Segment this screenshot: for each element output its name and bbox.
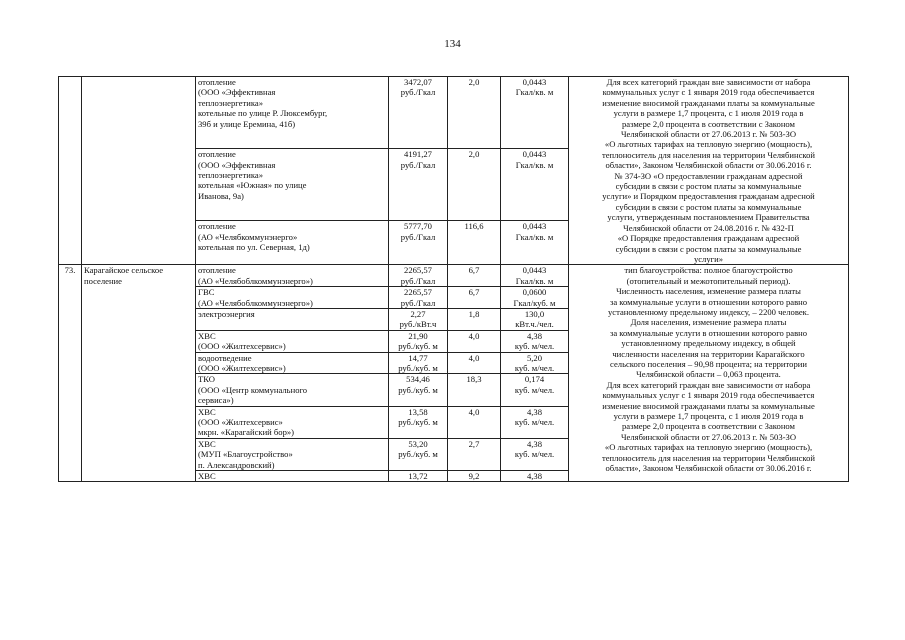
- price-cell-line: руб./Гкал: [400, 275, 436, 286]
- norm-cell-line: куб. м/чел.: [514, 384, 555, 395]
- service-cell-line: 39б и улице Еремина, 41б): [198, 118, 296, 129]
- norm-cell: [501, 149, 569, 221]
- price-cell: [389, 406, 448, 438]
- price-cell-line: 2,27: [410, 308, 426, 319]
- service-cell-line: сервиса»): [198, 395, 234, 406]
- note-line: «О Порядке предоставления гражданам адресной: [617, 233, 800, 244]
- note-line: услуги, утвержденным постановлением Правительства: [607, 212, 810, 223]
- note-line: теплоноситель для населения на территории Челябинской: [601, 452, 816, 463]
- note-line: размере 2,0 процента в соответствии с Законом: [621, 118, 796, 129]
- percent-cell: 2,0: [448, 149, 501, 221]
- service-cell: [196, 287, 389, 309]
- service-cell-line: ГВС: [198, 287, 215, 298]
- price-cell-line: руб./кВт.ч: [399, 319, 437, 330]
- service-cell: [196, 149, 389, 221]
- service-cell: [196, 406, 389, 438]
- settlement-cell: [82, 265, 196, 482]
- service-cell-line: (ООО «Эффективная: [198, 159, 276, 170]
- note-line: установленному предельному индексу, в общей: [621, 338, 796, 349]
- service-cell-line: (МУП «Благоустройство»: [198, 449, 293, 460]
- service-cell-line: ХВС: [198, 471, 216, 482]
- settlement-cell-line: поселение: [84, 275, 122, 286]
- norm-cell-line: Гкал/кв. м: [515, 275, 554, 286]
- service-cell-line: ХВС: [198, 406, 216, 417]
- service-cell-line: отопление: [198, 221, 236, 232]
- service-cell-line: отопление: [198, 77, 236, 87]
- settlement-cell: [82, 77, 196, 265]
- norm-cell: [501, 287, 569, 309]
- norm-cell-line: куб. м/чел.: [514, 362, 555, 373]
- row-number-cell: 73.: [59, 265, 82, 482]
- service-cell: [196, 352, 389, 374]
- norm-cell-line: 0,0443: [522, 265, 547, 276]
- price-cell-line: 2265,57: [404, 287, 432, 298]
- service-cell-line: котельная «Южная» по улице: [198, 180, 307, 191]
- price-cell: [389, 308, 448, 330]
- price-cell: [389, 287, 448, 309]
- service-cell-line: котельные по улице Р. Люксембург,: [198, 108, 328, 119]
- note-line: «О льготных тарифах на тепловую энергию (мощность),: [604, 139, 813, 150]
- percent-cell: 6,7: [448, 265, 501, 287]
- note-line: субсидии в связи с ростом платы за коммунальные: [615, 243, 802, 254]
- price-cell-line: 53,20: [408, 438, 428, 449]
- table-row: [59, 265, 849, 287]
- service-cell-line: отопление: [198, 265, 236, 276]
- price-cell-line: 13,58: [408, 406, 428, 417]
- price-cell: [389, 330, 448, 352]
- service-cell: [196, 374, 389, 406]
- norm-cell-line: Гкал/кв. м: [515, 87, 554, 98]
- note-line: Доля населения, изменение размера платы: [630, 317, 787, 328]
- price-cell-line: руб./Гкал: [400, 297, 436, 308]
- service-cell: [196, 330, 389, 352]
- note-line: услуги»: [693, 253, 724, 264]
- service-cell-line: ТКО: [198, 374, 215, 385]
- service-cell-line: ХВС: [198, 438, 216, 449]
- note-line: за коммунальные услуги в отношении которого равно: [609, 296, 808, 307]
- norm-cell: [501, 265, 569, 287]
- norm-cell-line: 0,0443: [522, 77, 547, 87]
- service-cell-line: (ООО «Жилтехсервис»): [198, 362, 286, 373]
- percent-cell: 4,0: [448, 330, 501, 352]
- service-cell: [196, 77, 389, 149]
- note-line: услуги в размере 1,7 процента, с 1 июля 2019 года в: [613, 411, 804, 421]
- norm-cell-line: 4,38: [526, 471, 543, 482]
- price-cell: [389, 149, 448, 221]
- service-cell-line: (ООО «Центр коммунального: [198, 384, 308, 395]
- norm-cell: [501, 77, 569, 149]
- service-cell-line: электроэнергия: [198, 308, 255, 319]
- price-cell: [389, 221, 448, 265]
- note-line: коммунальных услуг с 1 января 2019 года обеспечивается: [602, 87, 815, 98]
- price-cell-line: руб./Гкал: [400, 87, 436, 98]
- price-cell-line: руб./Гкал: [400, 159, 436, 170]
- service-cell-line: (ООО «Жилтехсервис»): [198, 341, 286, 352]
- norm-cell: [501, 221, 569, 265]
- price-cell-line: 3472,07: [404, 77, 432, 87]
- price-cell-line: 13,72: [408, 471, 428, 482]
- price-cell: [389, 352, 448, 374]
- note-line: Для всех категорий граждан вне зависимости от набора: [606, 379, 811, 390]
- norm-cell: [501, 374, 569, 406]
- norm-cell-line: Гкал/кв. м: [515, 159, 554, 170]
- norm-cell-line: 0,174: [524, 374, 545, 385]
- note-line: услуги» и Порядком предоставления гражданам адресной: [602, 191, 815, 202]
- note-line: субсидии в связи с ростом платы за коммунальные: [615, 201, 802, 212]
- price-cell-line: 5777,70: [404, 221, 432, 232]
- price-cell: [389, 265, 448, 287]
- price-cell: [389, 438, 448, 470]
- percent-cell: 1,8: [448, 308, 501, 330]
- percent-cell: 2,0: [448, 77, 501, 149]
- norm-cell: [501, 352, 569, 374]
- note-line: за коммунальные услуги в отношении которого равно: [609, 327, 808, 338]
- note-line: Челябинской области – 0,063 процента.: [636, 369, 781, 380]
- price-cell-line: руб./куб. м: [398, 417, 438, 427]
- table-row: [59, 77, 849, 149]
- row-number-cell: [59, 77, 82, 265]
- note-line: услуги в размере 1,7 процента, с 1 июля 2019 года в: [613, 108, 804, 119]
- norm-cell: [501, 308, 569, 330]
- note-line: «О льготных тарифах на тепловую энергию (мощность),: [604, 442, 813, 453]
- note-line: теплоноситель для населения на территории Челябинской: [601, 149, 816, 160]
- note-line: сельского поселения – 90,98 процента; на территории: [610, 358, 807, 369]
- norm-cell-line: 4,38: [526, 438, 543, 449]
- note-line: области», Законом Челябинской области от 30.06.2016 г.: [605, 160, 812, 171]
- note-line: изменение вносимой гражданами платы за коммунальные: [602, 97, 815, 108]
- norm-cell-line: куб. м/чел.: [514, 417, 555, 427]
- service-cell-line: Иванова, 9а): [198, 190, 244, 201]
- norm-cell-line: 0,0443: [522, 221, 547, 232]
- price-cell: [389, 471, 448, 482]
- service-cell-line: п. Александровский): [198, 459, 275, 470]
- service-cell: [196, 221, 389, 265]
- note-line: субсидии в связи с ростом платы за коммунальные: [615, 181, 802, 192]
- service-cell-line: теплоэнергетика»: [198, 97, 263, 108]
- price-cell-line: руб./куб. м: [398, 362, 438, 373]
- norm-cell-line: 5,20: [526, 352, 543, 363]
- price-cell-line: руб./куб. м: [398, 449, 438, 460]
- price-cell-line: 14,77: [408, 352, 428, 363]
- percent-cell: 2,7: [448, 438, 501, 470]
- norm-cell-line: кВт.ч./чел.: [515, 319, 554, 330]
- service-cell: [196, 308, 389, 330]
- note-line: установленному предельному индексу, – 2200 человек.: [608, 306, 809, 317]
- service-cell-line: (АО «Челябкоммунэнерго»: [198, 231, 298, 242]
- note-line: Челябинской области от 27.06.2013 г. № 503-ЗО: [620, 129, 797, 140]
- percent-cell: 4,0: [448, 352, 501, 374]
- service-cell-line: (ООО «Жилтехсервис»: [198, 417, 283, 427]
- price-cell-line: 4191,27: [404, 149, 432, 160]
- note-line: Для всех категорий граждан вне зависимости от набора: [606, 77, 811, 87]
- price-cell-line: руб./куб. м: [398, 384, 438, 395]
- norm-cell: [501, 471, 569, 482]
- note-line: размере 2,0 процента в соответствии с Законом: [621, 421, 796, 432]
- price-cell-line: руб./Гкал: [400, 231, 436, 242]
- service-cell-line: теплоэнергетика»: [198, 170, 263, 181]
- note-line: Численность населения, изменение размера платы: [616, 286, 801, 297]
- note-line: области», Законом Челябинской области от 30.06.2016 г.: [605, 463, 812, 474]
- service-cell-line: отопление: [198, 149, 236, 160]
- norm-cell: [501, 438, 569, 470]
- price-cell-line: 2265,57: [404, 265, 432, 276]
- norm-cell: [501, 406, 569, 438]
- percent-cell: 9,2: [448, 471, 501, 482]
- norm-cell-line: Гкал/кв. м: [515, 231, 554, 242]
- note-line: изменение вносимой гражданами платы за коммунальные: [602, 400, 815, 411]
- norm-cell-line: 0,0600: [522, 287, 547, 298]
- norm-cell-line: 0,0443: [522, 149, 547, 160]
- norm-cell-line: 4,38: [526, 406, 543, 417]
- service-cell-line: ХВС: [198, 330, 216, 341]
- settlement-cell-line: Карагайское сельское: [84, 265, 164, 276]
- service-cell-line: котельная по ул. Северная, 1д): [198, 242, 310, 253]
- service-cell-line: (АО «Челябоблкоммунэнерго»): [198, 275, 313, 286]
- service-cell-line: мкрн. «Карагайский бор»): [198, 427, 295, 438]
- norm-cell-line: 130,0: [524, 308, 545, 319]
- norm-cell-line: куб. м/чел.: [514, 341, 555, 352]
- norm-cell-line: Гкал/куб. м: [513, 297, 556, 308]
- norm-cell: [501, 330, 569, 352]
- price-cell-line: 21,90: [408, 330, 428, 341]
- price-cell-line: 534,46: [406, 374, 430, 385]
- price-cell-line: руб./куб. м: [398, 341, 438, 352]
- note-line: численности населения на территории Карагайского: [612, 348, 805, 359]
- norm-cell-line: куб. м/чел.: [514, 449, 555, 460]
- tariff-table: [58, 76, 849, 482]
- note-line: (отопительный и межотопительный период).: [626, 275, 791, 286]
- note-cell: [569, 265, 849, 482]
- note-line: Челябинской области от 24.08.2016 г. № 432-П: [623, 222, 794, 233]
- percent-cell: 18,3: [448, 374, 501, 406]
- service-cell: [196, 438, 389, 470]
- note-line: Челябинской области от 27.06.2013 г. № 503-ЗО: [620, 431, 797, 442]
- service-cell: [196, 471, 389, 482]
- service-cell-line: (АО «Челябоблкоммунэнерго»): [198, 297, 313, 308]
- service-cell-line: водоотведение: [198, 352, 252, 363]
- note-line: № 374-ЗО «О предоставлении гражданам адресной: [614, 170, 803, 181]
- service-cell: [196, 265, 389, 287]
- percent-cell: 116,6: [448, 221, 501, 265]
- note-line: коммунальных услуг с 1 января 2019 года обеспечивается: [602, 390, 815, 401]
- note-line: тип благоустройства: полное благоустройство: [624, 265, 793, 276]
- percent-cell: 4,0: [448, 406, 501, 438]
- price-cell: [389, 77, 448, 149]
- note-cell: [569, 77, 849, 265]
- price-cell: [389, 374, 448, 406]
- percent-cell: 6,7: [448, 287, 501, 309]
- norm-cell-line: 4,38: [526, 330, 543, 341]
- page-number: 134: [444, 38, 461, 50]
- service-cell-line: (ООО «Эффективная: [198, 87, 276, 98]
